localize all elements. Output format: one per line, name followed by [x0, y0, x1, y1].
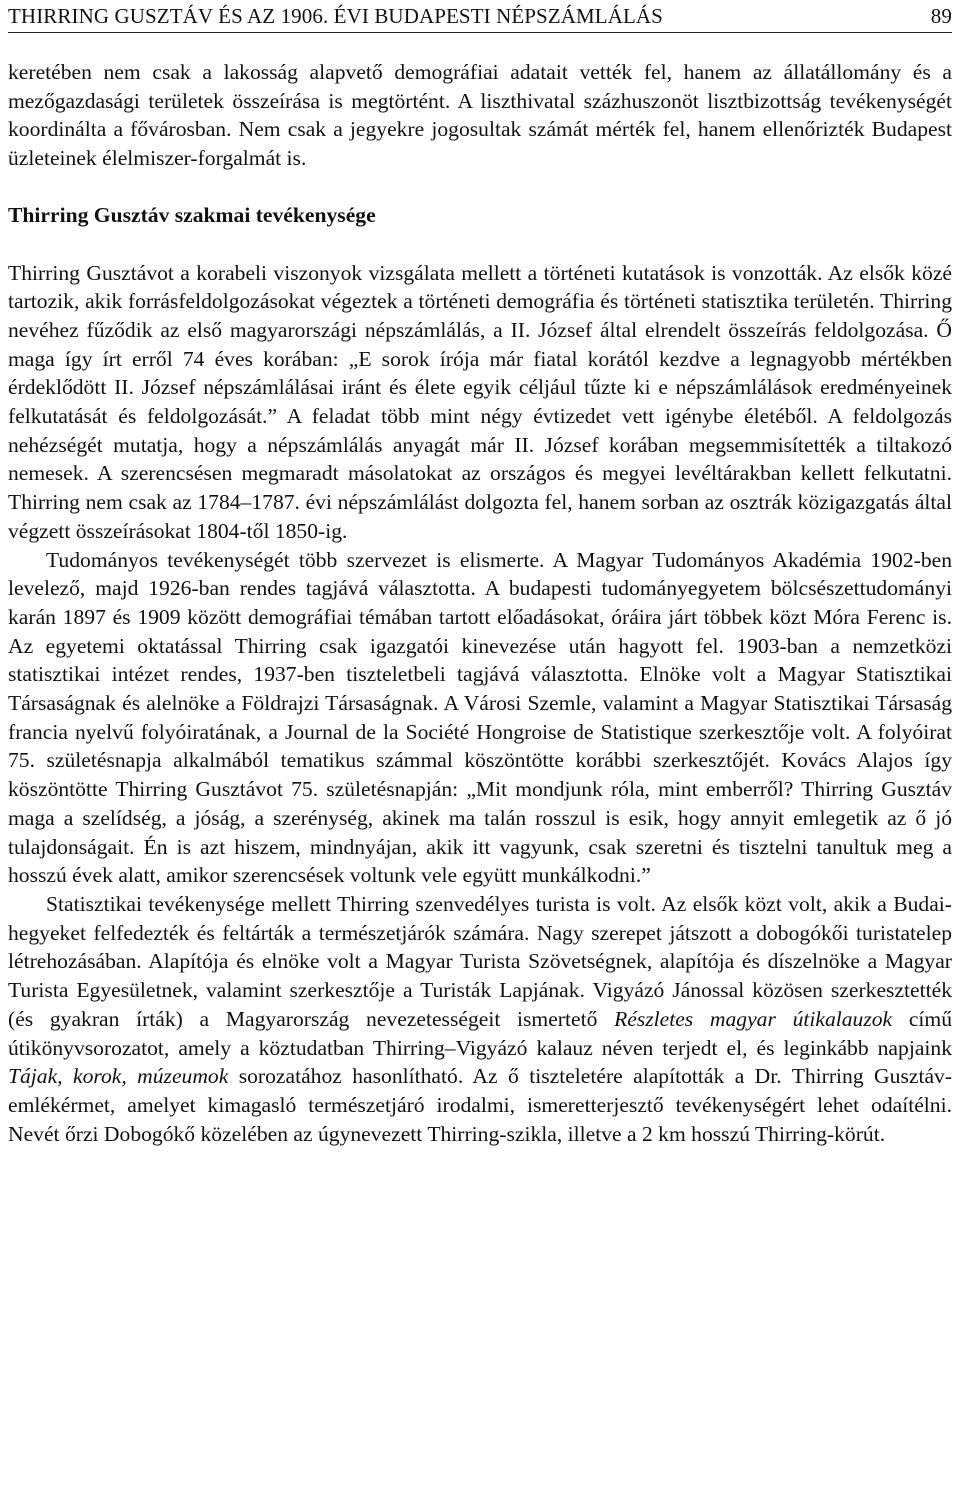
- paragraph-continued: keretében nem csak a lakosság alapvető demográfiai adatait vették fel, hanem az állatállomány és a mezőgazdasági területek összeírása is megtörtént. A liszthivatal százhuszonöt lisztbizottság tevékenységét koordinálta a fővárosban. Nem csak a jegyekre jogosultak számát mérték fel, hanem ellenőrizték Budapest üzleteinek élelmiszer-forgalmát is.: [8, 60, 952, 171]
- article-body: [8, 58, 952, 1148]
- page-number: 89: [930, 4, 952, 28]
- italic-title-guides: Részletes magyar útikalauzok: [614, 1006, 893, 1031]
- paragraph-historical-research: Thirring Gusztávot a korabeli viszonyok vizsgálata mellett a történeti kutatások is vonzották. Az elsők közé tartozik, akik forrásfeldolgozásokat végeztek a történeti demográfia és történeti statisztika területén. Thirring nevéhez fűződik az első magyarországi népszámlálás, a II. József által elrendelt összeírás feldolgozása. Ő maga így írt erről 74 éves korában: „E sorok írója már fiatal korától kezdve a legnagyobb mértékben érdeklődött II. József népszámlálásai iránt és élete egyik céljául tűzte ki e népszámlálások eredményeinek felkutatását és feldolgozását.” A feladat több mint négy évtizedet vett igénybe életéből. A feldolgozás nehézségét mutatja, hogy a népszámlálás anyagát már II. József korában megsemmisítették a tiltakozó nemesek. A szerencsésen megmaradt másolatokat az országos és megyei levéltárakban kellett felkutatni. Thirring nem csak az 1784–1787. évi népszámlálást dolgozta fel, hanem sorban az osztrák közigazgatás által végzett összeírásokat 1804-től 1850-ig.: [8, 260, 952, 543]
- paragraph-tourism: [8, 890, 952, 1148]
- text-span: sorozatához hasonlítható. Az ő tiszteletére alapították a Dr. Thirring Gusztáv-emlékérmet, amelyet kimagasló természetjáró irodalmi, ismeretterjesztő tevékenységért lehet odaítélni. Nevét őrzi Dobogókő közelében az úgynevezett Thirring-szikla, illetve a 2 km hosszú Thirring-körút.: [8, 1064, 953, 1146]
- text-span: című útikönyvsorozatot, amely a köztudatban Thirring–Vigyázó kalauz néven terjedt el, és leginkább napjaink: [8, 1006, 952, 1060]
- section-heading: Thirring Gusztáv szakmai tevékenysége: [8, 202, 376, 227]
- italic-title-series: Tájak, korok, múzeumok: [8, 1064, 229, 1089]
- running-head: [8, 0, 952, 33]
- page: [8, 0, 952, 1148]
- text-span: Statisztikai tevékenysége mellett Thirring szenvedélyes turista is volt. Az elsők közt volt, akik a Budai-hegyeket felfedezték és feltárták a természetjárók számára. Nagy szerepet játszott a dobogókői turistatelep létrehozásában. Alapítója és elnöke volt a Magyar Turista Szövetségnek, alapítója és díszelnöke a Magyar Turista Egyesületnek, valamint szerkesztője a Turisták Lapjának. Vigyázó Jánossal közösen szerkesztették (és gyakran írták) a Magyarország nevezetességeit ismertető: [8, 891, 952, 1031]
- paragraph-recognition: Tudományos tevékenységét több szervezet is elismerte. A Magyar Tudományos Akadémia 1902-ben levelező, majd 1926-ban rendes tagjává választotta. A budapesti tudományegyetem bölcsészettudományi karán 1897 és 1909 között demográfiai témában tartott előadásokat, óráira járt többek közt Móra Ferenc is. Az egyetemi oktatással Thirring csak igazgatói kinevezése után hagyott fel. 1903-ban a nemzetközi statisztikai intézet rendes, 1937-ben tiszteletbeli tagjává választotta. Elnöke volt a Magyar Statisztikai Társaságnak és alelnöke a Földrajzi Társaságnak. A Városi Szemle, valamint a Magyar Statisztikai Társaság francia nyelvű folyóiratának, a Journal de la Société Hongroise de Statistique szerkesztője volt. A folyóirat 75. születésnapja alkalmából tematikus számmal köszöntötte korábbi szerkesztőjét. Kovács Alajos így köszöntötte Thirring Gusztávot 75. születésnapján: „Mit mondjunk róla, mint emberről? Thirring Gusztáv maga a szelídség, a jóság, a szerénység, akinek ma talán rosszul is esik, hogy annyit emlegetik az ő jó tulajdonságait. Én is azt hiszem, mindnyájan, akik itt vagyunk, csak szeretni és tisztelni tanultuk meg a hosszú évek alatt, amikor szerencsések voltunk vele együtt munkálkodni.”: [8, 547, 952, 888]
- running-title: THIRRING GUSZTÁV ÉS AZ 1906. ÉVI BUDAPESTI NÉPSZÁMLÁLÁS: [8, 4, 663, 28]
